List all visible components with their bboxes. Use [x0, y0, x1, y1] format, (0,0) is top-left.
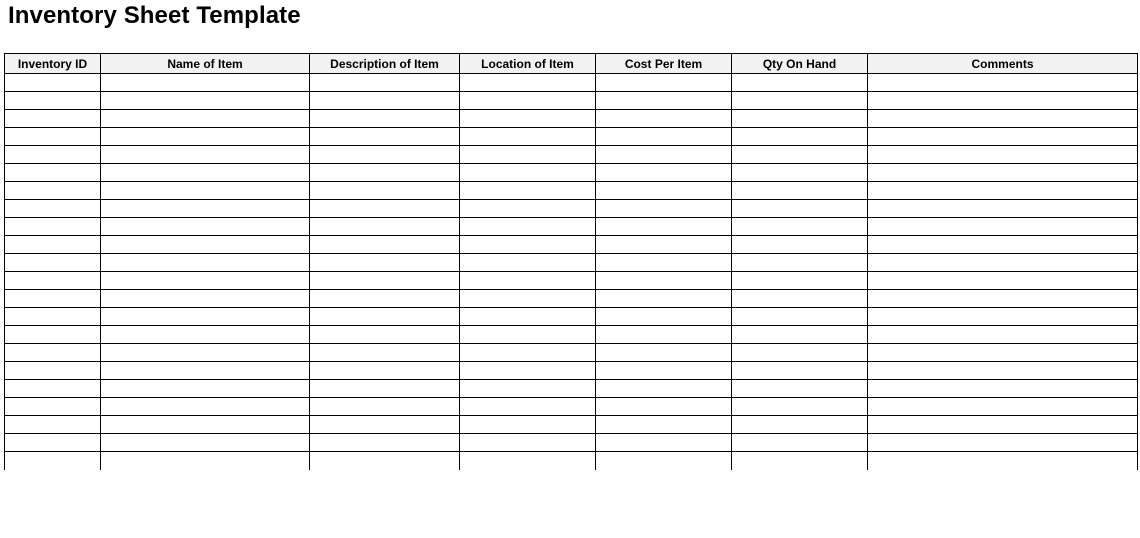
table-cell[interactable] [310, 290, 460, 308]
table-cell[interactable] [868, 128, 1138, 146]
table-cell[interactable] [5, 362, 101, 380]
column-header-description-of-item[interactable]: Description of Item [310, 54, 460, 74]
table-cell[interactable] [5, 290, 101, 308]
table-cell[interactable] [732, 380, 868, 398]
table-cell[interactable] [460, 92, 596, 110]
table-cell[interactable] [732, 110, 868, 128]
table-cell[interactable] [310, 398, 460, 416]
table-row [5, 164, 1138, 182]
table-cell[interactable] [596, 362, 732, 380]
table-cell[interactable] [460, 452, 596, 470]
table-cell[interactable] [868, 218, 1138, 236]
table-row [5, 308, 1138, 326]
table-cell[interactable] [5, 308, 101, 326]
table-cell[interactable] [460, 398, 596, 416]
table-cell[interactable] [5, 164, 101, 182]
table-cell[interactable] [460, 218, 596, 236]
table-cell[interactable] [596, 416, 732, 434]
table-cell[interactable] [596, 110, 732, 128]
table-cell[interactable] [460, 182, 596, 200]
table-cell[interactable] [868, 344, 1138, 362]
table-row [5, 128, 1138, 146]
table-row [5, 200, 1138, 218]
table-row [5, 236, 1138, 254]
table-row [5, 362, 1138, 380]
table-cell[interactable] [310, 110, 460, 128]
table-cell[interactable] [101, 218, 310, 236]
table-cell[interactable] [732, 416, 868, 434]
table-cell[interactable] [732, 146, 868, 164]
table-cell[interactable] [310, 128, 460, 146]
table-cell[interactable] [596, 146, 732, 164]
page-title: Inventory Sheet Template [8, 2, 301, 29]
table-cell[interactable] [5, 272, 101, 290]
table-cell[interactable] [101, 110, 310, 128]
table-cell[interactable] [460, 290, 596, 308]
table-cell[interactable] [732, 218, 868, 236]
table-cell[interactable] [596, 290, 732, 308]
table-cell[interactable] [310, 362, 460, 380]
table-cell[interactable] [596, 452, 732, 470]
table-cell[interactable] [868, 416, 1138, 434]
table-cell[interactable] [596, 182, 732, 200]
table-cell[interactable] [732, 128, 868, 146]
table-row [5, 218, 1138, 236]
table-cell[interactable] [732, 254, 868, 272]
table-cell[interactable] [310, 434, 460, 452]
table-cell[interactable] [732, 326, 868, 344]
table-cell[interactable] [5, 416, 101, 434]
table-cell[interactable] [310, 380, 460, 398]
table-cell[interactable] [596, 164, 732, 182]
table-cell[interactable] [868, 110, 1138, 128]
table-cell[interactable] [732, 236, 868, 254]
table-cell[interactable] [460, 362, 596, 380]
table-cell[interactable] [5, 434, 101, 452]
table-cell[interactable] [732, 74, 868, 92]
table-cell[interactable] [460, 344, 596, 362]
table-cell[interactable] [868, 182, 1138, 200]
table-cell[interactable] [101, 362, 310, 380]
table-cell[interactable] [310, 254, 460, 272]
table-cell[interactable] [310, 182, 460, 200]
table-cell[interactable] [596, 272, 732, 290]
table-cell[interactable] [732, 308, 868, 326]
table-cell[interactable] [310, 164, 460, 182]
table-cell[interactable] [868, 236, 1138, 254]
table-cell[interactable] [5, 146, 101, 164]
table-cell[interactable] [5, 218, 101, 236]
column-header-cost-per-item[interactable]: Cost Per Item [596, 54, 732, 74]
table-cell[interactable] [310, 272, 460, 290]
table-cell[interactable] [732, 182, 868, 200]
table-cell[interactable] [5, 398, 101, 416]
table-cell[interactable] [868, 452, 1138, 470]
table-cell[interactable] [101, 290, 310, 308]
header-row [5, 54, 1138, 74]
table-cell[interactable] [5, 92, 101, 110]
table-body [5, 74, 1138, 470]
column-header-location-of-item[interactable]: Location of Item [460, 54, 596, 74]
table-row [5, 272, 1138, 290]
table-cell[interactable] [596, 236, 732, 254]
table-cell[interactable] [868, 398, 1138, 416]
column-header-name-of-item[interactable]: Name of Item [101, 54, 310, 74]
table-cell[interactable] [101, 416, 310, 434]
table-cell[interactable] [101, 308, 310, 326]
table-cell[interactable] [101, 254, 310, 272]
table-cell[interactable] [5, 200, 101, 218]
table-row [5, 290, 1138, 308]
table-row [5, 434, 1138, 452]
table-cell[interactable] [5, 452, 101, 470]
table-cell[interactable] [5, 380, 101, 398]
table-cell[interactable] [732, 92, 868, 110]
table-cell[interactable] [596, 254, 732, 272]
table-cell[interactable] [868, 92, 1138, 110]
table-cell[interactable] [101, 200, 310, 218]
table-cell[interactable] [596, 218, 732, 236]
table-cell[interactable] [5, 128, 101, 146]
table-cell[interactable] [460, 416, 596, 434]
column-header-inventory-id[interactable]: Inventory ID [5, 54, 101, 74]
table-cell[interactable] [460, 236, 596, 254]
column-header-comments[interactable]: Comments [868, 54, 1138, 74]
table-cell[interactable] [868, 326, 1138, 344]
table-cell[interactable] [310, 344, 460, 362]
table-cell[interactable] [310, 236, 460, 254]
table-cell[interactable] [868, 254, 1138, 272]
table-cell[interactable] [310, 218, 460, 236]
table-cell[interactable] [732, 362, 868, 380]
table-cell[interactable] [460, 434, 596, 452]
table-row [5, 398, 1138, 416]
table-cell[interactable] [5, 344, 101, 362]
table-cell[interactable] [460, 254, 596, 272]
table-cell[interactable] [460, 110, 596, 128]
table-cell[interactable] [101, 182, 310, 200]
table-row [5, 92, 1138, 110]
table-cell[interactable] [868, 290, 1138, 308]
table-cell[interactable] [460, 380, 596, 398]
table-cell[interactable] [310, 200, 460, 218]
table-cell[interactable] [101, 128, 310, 146]
table-cell[interactable] [101, 92, 310, 110]
table-cell[interactable] [460, 200, 596, 218]
table-cell[interactable] [310, 308, 460, 326]
table-cell[interactable] [596, 398, 732, 416]
table-row [5, 344, 1138, 362]
table-cell[interactable] [596, 308, 732, 326]
table-cell[interactable] [460, 146, 596, 164]
table-cell[interactable] [460, 272, 596, 290]
table-row [5, 452, 1138, 470]
table-cell[interactable] [5, 254, 101, 272]
table-cell[interactable] [868, 74, 1138, 92]
table-cell[interactable] [101, 434, 310, 452]
table-cell[interactable] [868, 146, 1138, 164]
table-cell[interactable] [732, 398, 868, 416]
table-cell[interactable] [596, 74, 732, 92]
table-cell[interactable] [5, 182, 101, 200]
table-cell[interactable] [868, 362, 1138, 380]
table-cell[interactable] [732, 452, 868, 470]
table-cell[interactable] [732, 344, 868, 362]
table-cell[interactable] [101, 74, 310, 92]
table-cell[interactable] [101, 272, 310, 290]
table-cell[interactable] [101, 236, 310, 254]
table-row [5, 254, 1138, 272]
table-cell[interactable] [460, 326, 596, 344]
table-row [5, 110, 1138, 128]
table-cell[interactable] [868, 200, 1138, 218]
table-cell[interactable] [310, 416, 460, 434]
table-cell[interactable] [101, 164, 310, 182]
table-cell[interactable] [732, 272, 868, 290]
table-row [5, 380, 1138, 398]
table-cell[interactable] [101, 326, 310, 344]
table-cell[interactable] [310, 452, 460, 470]
table-cell[interactable] [732, 200, 868, 218]
table-cell[interactable] [732, 164, 868, 182]
table-cell[interactable] [732, 434, 868, 452]
table-cell[interactable] [5, 110, 101, 128]
table-cell[interactable] [5, 236, 101, 254]
table-cell[interactable] [596, 326, 732, 344]
table-row [5, 416, 1138, 434]
table-row [5, 74, 1138, 92]
table-cell[interactable] [868, 434, 1138, 452]
table-row [5, 182, 1138, 200]
table-cell[interactable] [310, 146, 460, 164]
table-row [5, 146, 1138, 164]
column-header-qty-on-hand[interactable]: Qty On Hand [732, 54, 868, 74]
table-cell[interactable] [596, 434, 732, 452]
table-cell[interactable] [596, 92, 732, 110]
table-cell[interactable] [596, 380, 732, 398]
table-cell[interactable] [596, 344, 732, 362]
table-cell[interactable] [868, 380, 1138, 398]
table-cell[interactable] [460, 128, 596, 146]
table-cell[interactable] [868, 308, 1138, 326]
table-cell[interactable] [101, 146, 310, 164]
table-cell[interactable] [101, 344, 310, 362]
table-cell[interactable] [310, 92, 460, 110]
table-cell[interactable] [310, 74, 460, 92]
table-cell[interactable] [5, 74, 101, 92]
table-cell[interactable] [460, 74, 596, 92]
table-row [5, 326, 1138, 344]
table-cell[interactable] [596, 200, 732, 218]
table-cell[interactable] [5, 326, 101, 344]
table-cell[interactable] [101, 398, 310, 416]
inventory-table [4, 53, 1138, 470]
table-cell[interactable] [596, 128, 732, 146]
table-cell[interactable] [460, 308, 596, 326]
table-cell[interactable] [101, 380, 310, 398]
table-cell[interactable] [101, 452, 310, 470]
table-cell[interactable] [310, 326, 460, 344]
table-cell[interactable] [868, 272, 1138, 290]
table-cell[interactable] [732, 290, 868, 308]
table-cell[interactable] [460, 164, 596, 182]
table-cell[interactable] [868, 164, 1138, 182]
